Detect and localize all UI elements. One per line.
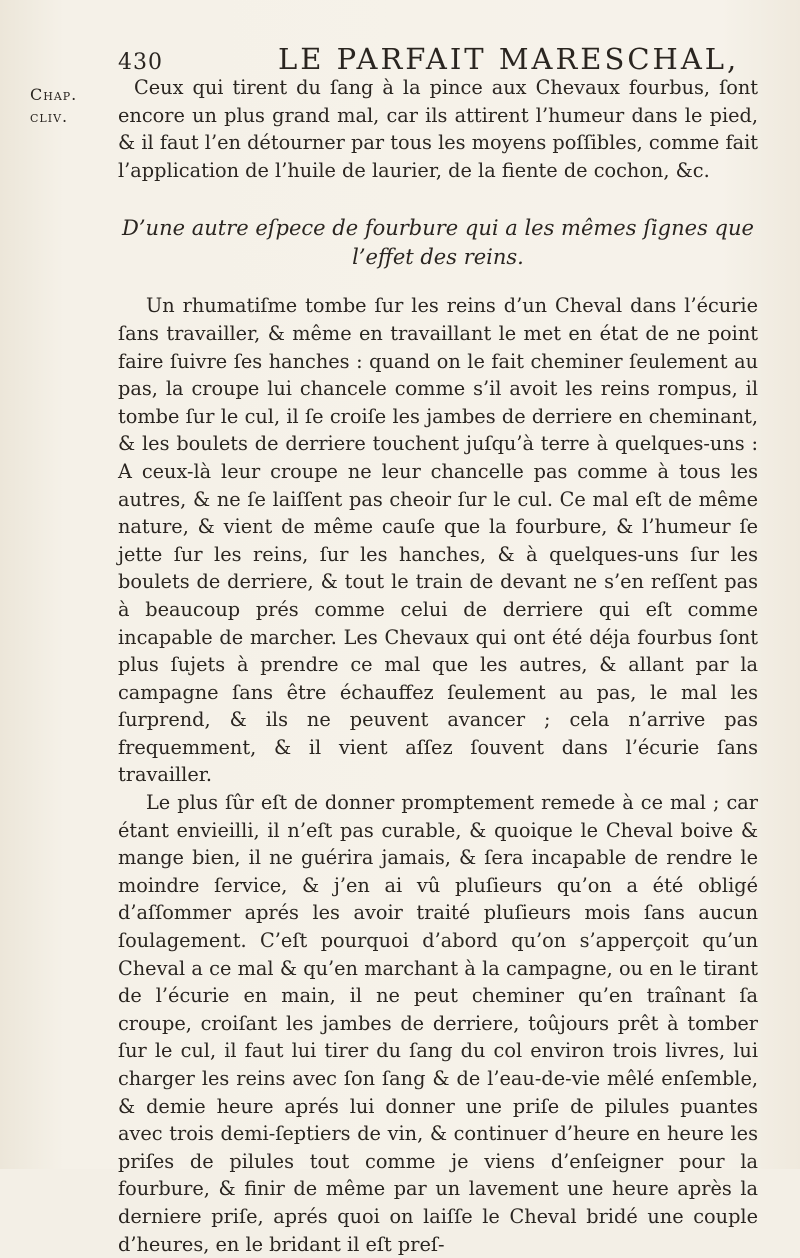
paragraph-2: Un rhumatiſme tombe ſur les reins d’un Cheval dans l’écurie ſans travailler, & même en travaillant le met en état de ne point faire ſuivre ſes hanches : quand on le fait cheminer ſeulement au pas, la croupe lui chancele comme s’il avoit les reins rompus, il tombe ſur le cul, il ſe croiſe les jambes de derriere en cheminant, & les boulets de derriere touchent juſqu’à terre à quelques-uns : A ceux-là leur croupe ne leur chancelle pas comme à tous les autres, & ne ſe laiſſent pas cheoir ſur le cul. Ce mal eſt de même nature, & vient de même cauſe que la fourbure, & l’humeur ſe jette ſur les reins, ſur les hanches, & à quelques-uns ſur les boulets de derriere, & tout le train de devant ne s’en reſſent pas à beaucoup prés comme celui de derriere qui eſt comme incapable de marcher. Les Chevaux qui ont été déja fourbus ſont plus ſujets à prendre ce mal que les autres, & allant par la campagne ſans être échauffez ſeulement au pas, le mal les ſurprend, & ils ne peuvent avancer ; cela n’arrive pas frequemment, & il vient aſſez ſouvent dans l’écurie ſans travailler. [118, 294, 758, 787]
margin-chapter-number: cliv. [30, 107, 69, 126]
page-number: 430 [118, 50, 163, 75]
chapter-margin-note [30, 84, 90, 128]
section-heading: D’une autre eſpece de fourbure qui a les mêmes ſignes que l’effet des reins. [122, 216, 754, 270]
body-text [118, 74, 758, 1258]
paragraph-3: Le plus ſûr eſt de donner promptement remede à ce mal ; car étant envieilli, il n’eſt pas curable, & quoique le Cheval boive & mange bien, il ne guérira jamais, & ſera incapable de rendre le moindre ſervice, & j’en ai vû pluſieurs qu’on a été obligé d’aſſommer aprés les avoir traité pluſieurs mois ſans aucun ſoulagement. C’eſt pourquoi d’abord qu’on s’apperçoit qu’un Cheval a ce mal & qu’en marchant à la campagne, ou en le tirant de l’écurie en main, il ne peut cheminer qu’en traînant ſa croupe, croiſant les jambes de derriere, toûjours prêt à tomber ſur le cul, il faut lui tirer du ſang du col environ trois livres, lui charger les reins avec ſon ſang & de l’eau-de-vie mêlé enſemble, & demie heure aprés lui donner une priſe de pilules puantes avec trois demi-ſeptiers de vin, & continuer d’heure en heure les priſes de pilules tout comme je viens d’enſeigner pour la fourbure, & finir de même par un lavement une heure après la derniere priſe, aprés quoi on laiſſe le Cheval bridé une couple d’heures, en le bridant il eſt preſ- [118, 791, 758, 1256]
paragraph-1: Ceux qui tirent du ſang à la pince aux Chevaux fourbus, ſont encore un plus grand mal, car ils attirent l’humeur dans le pied, & il faut l’en détourner par tous les moyens poſſibles, comme fait l’application de l’huile de laurier, de la fiente de cochon, &c. [118, 76, 758, 182]
running-title: LE PARFAIT MARESCHAL, [278, 42, 740, 76]
margin-chapter-label: Chap. [30, 85, 78, 104]
